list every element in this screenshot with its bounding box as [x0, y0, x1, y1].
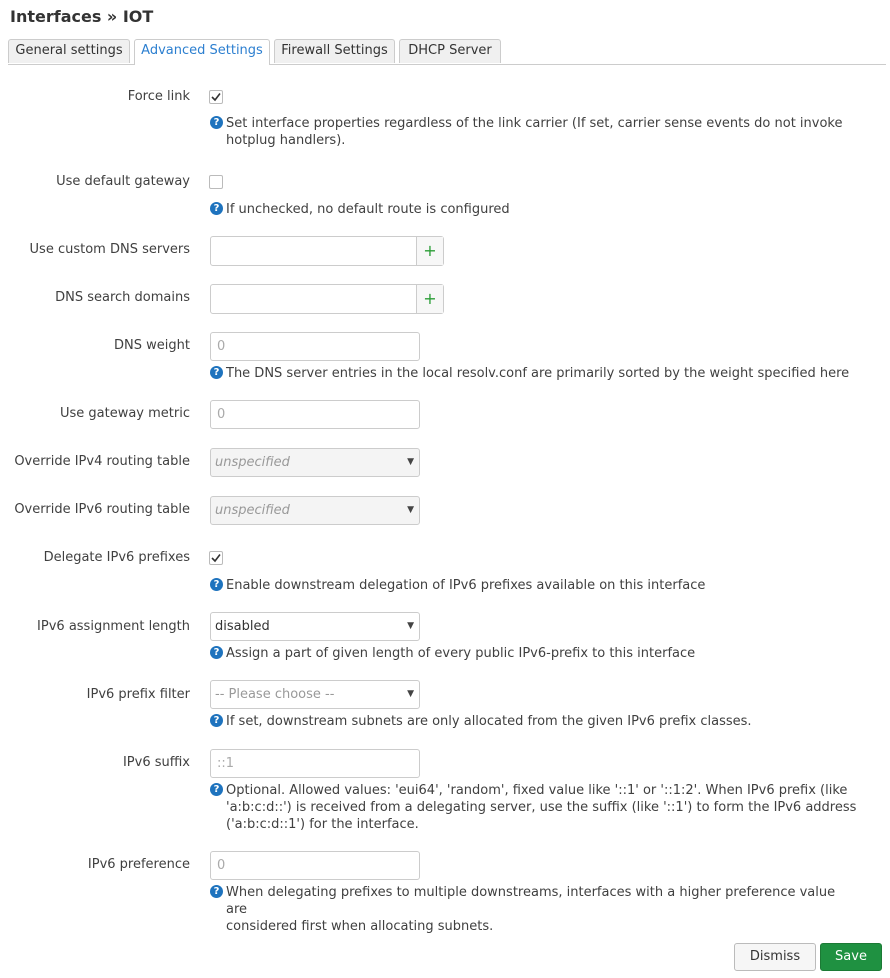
prefix-filter-select[interactable] [210, 680, 420, 709]
dns-weight-hint-text: The DNS server entries in the local resolv.conf are primarily sorted by the weight specified here [226, 366, 850, 381]
ipv6-suffix-input[interactable]: ::1 [210, 749, 420, 778]
delegate-hint-text: Enable downstream delegation of IPv6 prefixes available on this interface [226, 578, 706, 593]
dropdown-arrow-icon: ▼ [407, 457, 414, 467]
help-icon: ? [210, 202, 223, 215]
add-icon[interactable]: + [416, 237, 443, 265]
ipv6-suffix-label: IPv6 suffix [122, 755, 190, 770]
help-icon: ? [210, 885, 223, 898]
assign-length-label: IPv6 assignment length [37, 619, 190, 634]
dns-weight-hint [210, 365, 860, 382]
tab-bar [8, 39, 886, 65]
ipv6-pref-hint [210, 884, 860, 935]
dns-weight-label: DNS weight [114, 338, 190, 353]
ipv6-suffix-hint-line2: 'a:b:c:d::') is received from a delegating server, use the suffix (like '::1') to form the IPv6 address [226, 800, 857, 815]
dismiss-button[interactable]: Dismiss [734, 943, 816, 971]
prefix-filter-label: IPv6 prefix filter [86, 687, 190, 702]
ipv6-pref-hint-line2: considered first when allocating subnets. [226, 919, 494, 934]
tab-general-settings[interactable]: General settings [8, 39, 130, 63]
help-icon: ? [210, 116, 223, 129]
ipv6-table-select[interactable] [210, 496, 420, 525]
force-link-hint [210, 115, 860, 149]
dns-search-input[interactable] [210, 284, 444, 314]
ipv6-suffix-hint [210, 782, 860, 833]
delegate-label: Delegate IPv6 prefixes [43, 550, 190, 565]
prefix-filter-hint-text: If set, downstream subnets are only allocated from the given IPv6 prefix classes. [226, 714, 752, 729]
help-icon: ? [210, 578, 223, 591]
dropdown-arrow-icon: ▼ [407, 621, 414, 631]
custom-dns-label: Use custom DNS servers [29, 242, 190, 257]
ipv6-pref-hint-line1: When delegating prefixes to multiple downstreams, interfaces with a higher preference value are [226, 885, 836, 917]
assign-length-hint [210, 645, 860, 662]
help-icon: ? [210, 714, 223, 727]
gateway-metric-input[interactable]: 0 [210, 400, 420, 429]
help-icon: ? [210, 366, 223, 379]
force-link-label: Force link [127, 89, 190, 104]
ipv4-table-label: Override IPv4 routing table [14, 454, 190, 469]
custom-dns-input[interactable] [210, 236, 444, 266]
default-gateway-label: Use default gateway [56, 174, 190, 189]
dropdown-arrow-icon: ▼ [407, 505, 414, 515]
ipv6-pref-label: IPv6 preference [87, 857, 190, 872]
checkmark-icon [211, 92, 221, 102]
ipv6-suffix-hint-line3: ('a:b:c:d::1') for the interface. [226, 817, 419, 832]
ipv6-suffix-hint-line1: Optional. Allowed values: 'eui64', 'random', fixed value like '::1' or '::1:2'. When IPv6 prefix (like [226, 783, 848, 798]
dns-search-label: DNS search domains [55, 290, 190, 305]
ipv6-table-label: Override IPv6 routing table [14, 502, 190, 517]
gateway-metric-label: Use gateway metric [59, 406, 190, 421]
tab-dhcp-server[interactable]: DHCP Server [399, 39, 501, 63]
help-icon: ? [210, 646, 223, 659]
assign-length-hint-text: Assign a part of given length of every public IPv6-prefix to this interface [226, 646, 696, 661]
force-link-hint-line2: hotplug handlers). [226, 133, 346, 148]
default-gateway-hint-text: If unchecked, no default route is configured [226, 202, 510, 217]
force-link-checkbox[interactable] [209, 90, 223, 104]
save-button[interactable]: Save [820, 943, 882, 971]
tab-firewall-settings[interactable]: Firewall Settings [274, 39, 395, 63]
force-link-hint-line1: Set interface properties regardless of the link carrier (If set, carrier sense events do not invoke [226, 116, 843, 131]
tab-advanced-settings[interactable]: Advanced Settings [134, 39, 270, 65]
ipv4-table-select[interactable] [210, 448, 420, 477]
page-title: Interfaces » IOT [10, 7, 154, 26]
ipv6-table-value: unspecified [215, 503, 290, 518]
assign-length-select[interactable] [210, 612, 420, 641]
default-gateway-hint [210, 201, 860, 218]
delegate-hint [210, 577, 860, 594]
add-icon[interactable]: + [416, 285, 443, 313]
assign-length-value: disabled [215, 619, 270, 634]
dropdown-arrow-icon: ▼ [407, 689, 414, 699]
checkmark-icon [211, 553, 221, 563]
default-gateway-checkbox[interactable] [209, 175, 223, 189]
dns-weight-input[interactable]: 0 [210, 332, 420, 361]
ipv4-table-value: unspecified [215, 455, 290, 470]
delegate-checkbox[interactable] [209, 551, 223, 565]
ipv6-pref-input[interactable]: 0 [210, 851, 420, 880]
help-icon: ? [210, 783, 223, 796]
prefix-filter-value: -- Please choose -- [215, 687, 335, 702]
prefix-filter-hint [210, 713, 860, 730]
